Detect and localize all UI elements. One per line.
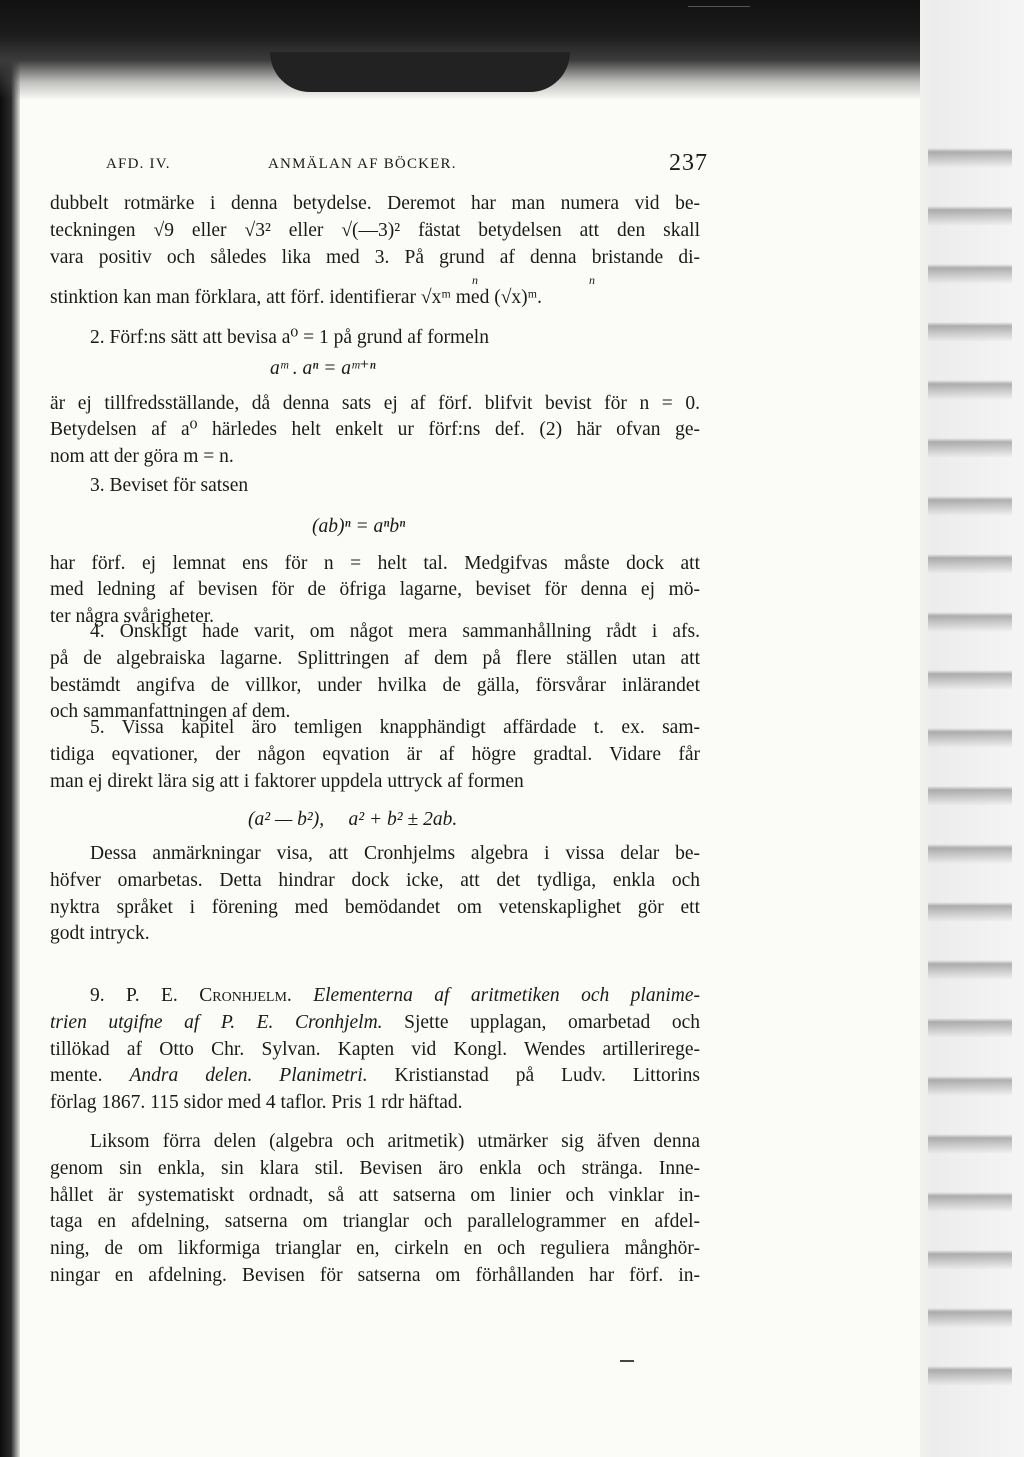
text-line: med ledning af bevisen för de öfriga lagarne, beviset för denna ej mö- — [50, 579, 700, 601]
text-line: på de algebraiska lagarne. Splittringen af dem på flere ställen utan att — [50, 647, 700, 669]
text-line: ningar en afdelning. Bevisen för satserna om förhållanden har förf. in- — [50, 1264, 700, 1286]
text-line: Betydelsen af a⁰ härledes helt enkelt ur förf:ns def. (2) här ofvan ge- — [50, 419, 700, 441]
top-rule — [688, 6, 750, 7]
citation-text: mente. — [50, 1065, 130, 1087]
text-line: taga en afdelning, satserna om trianglar och parallelogrammer en afdel- — [50, 1211, 700, 1233]
review-title: Elementerna af aritmetiken och planime- — [313, 985, 700, 1006]
scan-right-margin — [920, 0, 1024, 1457]
page-number: 237 — [669, 150, 708, 176]
paragraph-4 — [50, 620, 700, 725]
edition-note: Sjette upplagan, omarbetad och — [382, 1011, 700, 1033]
formula-exponents: aᵐ . aⁿ = aᵐ⁺ⁿ — [270, 357, 376, 379]
header-title: ANMÄLAN AF BÖCKER. — [268, 156, 457, 172]
text-line: man ej direkt lära sig att i faktorer uppdela uttryck af formen — [50, 770, 524, 792]
text-line: 5. Vissa kapitel äro temligen knapphändigt affärdade t. ex. sam- — [90, 717, 700, 738]
text-line: bestämdt angifva de villkor, under hvilka de gälla, försvårar inlärandet — [50, 674, 700, 696]
text-line: har förf. ej lemnat ens för n = helt tal. Medgifvas måste dock att — [50, 552, 700, 574]
review-9-citation — [50, 984, 700, 1116]
paragraph-6 — [50, 842, 700, 947]
header-section: AFD. IV. — [106, 156, 171, 172]
publisher-text: Kristianstad på Ludv. Littorins — [367, 1065, 701, 1087]
citation-line: förlag 1867. 115 sidor med 4 taflor. Pris 1 rdr häftad. — [50, 1092, 463, 1114]
formula-power-product: (ab)ⁿ = aⁿbⁿ — [312, 515, 406, 537]
citation-line — [50, 1064, 700, 1089]
root-index-line: n n — [472, 273, 595, 288]
text-line: 3. Beviset för satsen — [90, 475, 249, 496]
text-line: Liksom förra delen (algebra och aritmetik) utmärker sig äfven denna — [90, 1131, 700, 1152]
text-line: 2. Förf:ns sätt att bevisa a⁰ = 1 på grund af formeln — [90, 327, 489, 348]
text-line: 4. Önskligt hade varit, om något mera sammanhållning rådt i afs. — [90, 621, 700, 642]
formula-factor-forms: (a² — b²), a² + b² ± 2ab. — [248, 809, 458, 831]
scan-left-edge — [0, 0, 20, 1457]
text-line: vara positiv och således lika med 3. På grund af denna bristande di- — [50, 246, 700, 268]
citation-line — [50, 1011, 700, 1036]
paragraph-2 — [50, 326, 700, 470]
text-line: teckningen √9 eller √3² eller √(—3)² fästat betydelsen att den skall — [50, 219, 700, 241]
paragraph-7 — [50, 1130, 700, 1289]
text-line: och sammanfattningen af dem. — [50, 701, 291, 723]
text-line: Dessa anmärkningar visa, att Cronhjelms algebra i vissa delar be- — [90, 843, 700, 864]
scan-top-shadow — [0, 0, 920, 100]
text-line: godt intryck. — [50, 923, 150, 945]
stray-mark — [620, 1360, 634, 1362]
text-line: höfver omarbetas. Detta hindrar dock icke, att det tydliga, enkla och — [50, 869, 700, 891]
text-line: ter några svårigheter. — [50, 606, 215, 628]
text-line: dubbelt rotmärke i denna betydelse. Deremot har man numera vid be- — [50, 193, 700, 214]
paragraph-5 — [50, 716, 700, 833]
text-line: nyktra språket i förening med bemödandet om vetenskaplighet gör ett — [50, 896, 700, 918]
text-line: är ej tillfredsställande, då denna sats ej af förf. blifvit bevist för n = 0. — [50, 392, 700, 414]
paragraph-3 — [50, 474, 700, 630]
text-line: hållet är systematiskt ordnadt, så att satserna om linier och vinklar in- — [50, 1184, 700, 1206]
running-header — [106, 150, 708, 180]
review-author: Cronhjelm. — [199, 985, 292, 1006]
citation-line: tillökad af Otto Chr. Sylvan. Kapten vid Kongl. Wendes artilleriregе- — [50, 1038, 700, 1060]
text-line: tidiga eqvationer, der någon eqvation är af högre gradtal. Vidare får — [50, 743, 700, 765]
text-line: nom att der göra m = n. — [50, 446, 234, 468]
citation-line — [50, 984, 700, 1009]
review-title-cont: trien utgifne af P. E. Cronhjelm. — [50, 1011, 383, 1033]
paragraph-1 — [50, 192, 700, 311]
review-number: 9. P. E. — [90, 985, 200, 1006]
volume-title: Andra delen. Planimetri. — [129, 1065, 368, 1087]
text-line: genom sin enkla, sin klara stil. Bevisen äro enkla och stränga. Inne- — [50, 1157, 700, 1179]
text-line: stinktion kan man förklara, att förf. identifierar √xᵐ med (√x)ᵐ. — [50, 287, 543, 309]
text-line: ning, de om likformiga trianglar en, cirkeln en och reguliera månghör- — [50, 1238, 700, 1260]
